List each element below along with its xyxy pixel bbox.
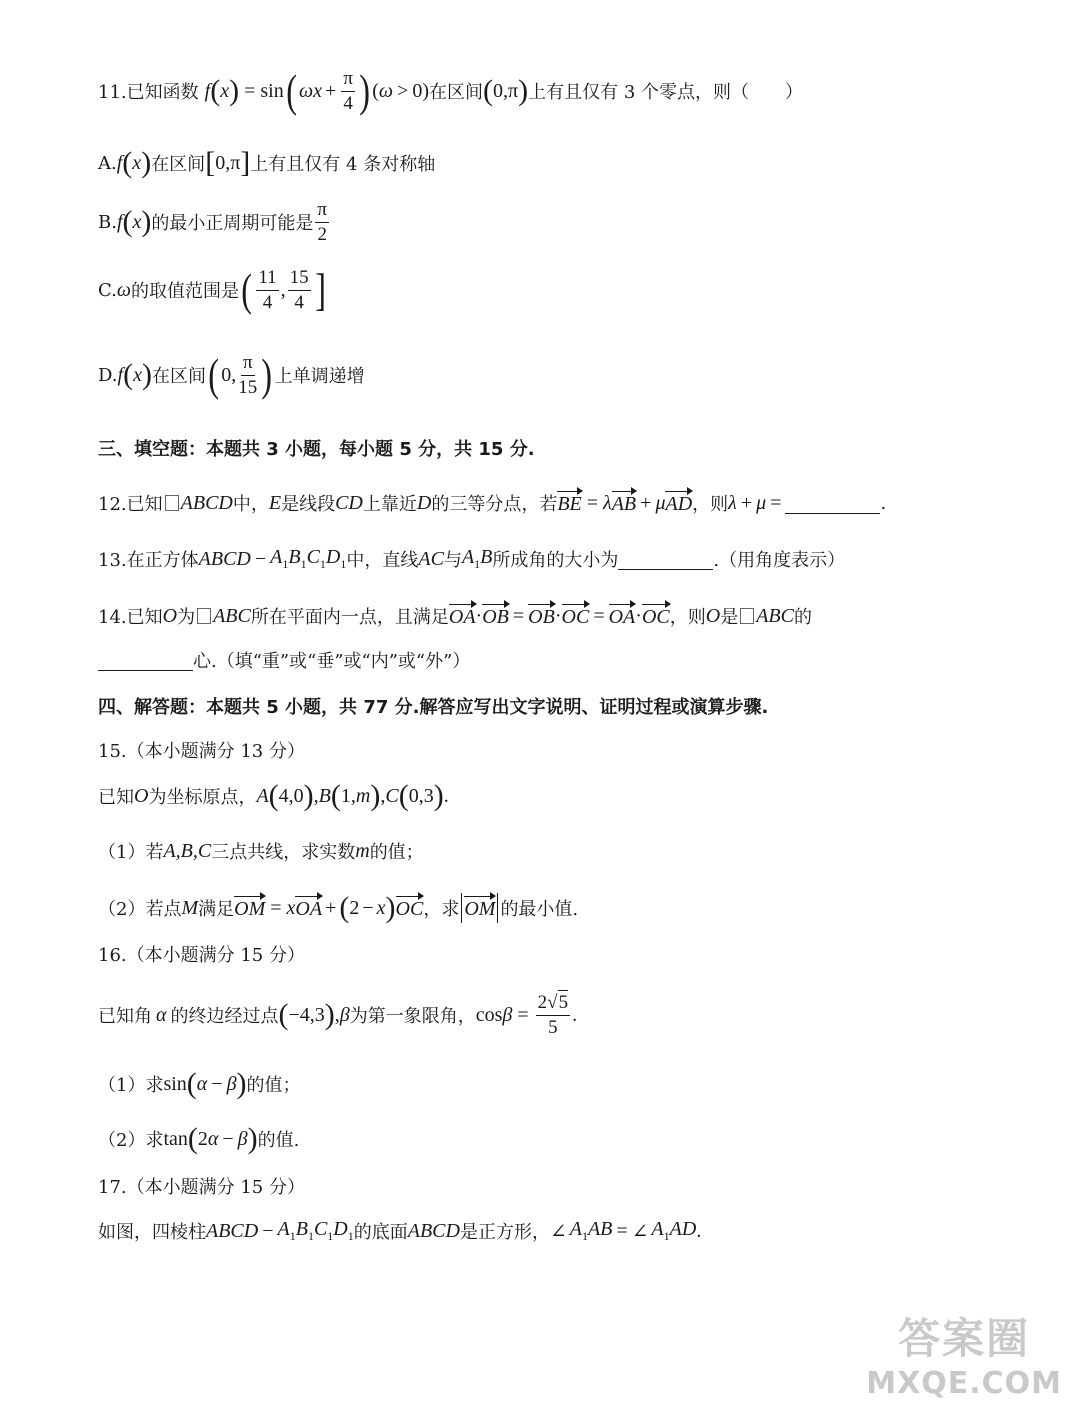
section3-heading: 三、填空题：本题共 3 小题，每小题 5 分，共 15 分.: [98, 439, 535, 460]
triangle-icon-2: [740, 608, 754, 624]
q13-answer-blank[interactable]: [618, 549, 713, 570]
q11-option-d: D. f ( x ) 在区间 ( 0, $\frac{\pi}{15}$ ) 上单调递增: [98, 349, 365, 400]
q16-stem: 已知角 α 的终边经过点 ( −4,3 ) , β 为第一象限角， cos β = $\frac{2√5}{5}$ .: [98, 992, 578, 1038]
section4-heading: 四、解答题：本题共 5 小题，共 77 分.解答应写出文字说明、证明过程或演算步骤.: [98, 697, 769, 718]
pi-over-2: $\frac{\pi}{2}$: [317, 198, 327, 245]
q12-answer-blank[interactable]: [785, 493, 880, 514]
option-c-label: C.: [98, 279, 117, 301]
q11-option-c: C. ω 的取值范围是 ( $\frac{11}{4}$ , $\frac{15}{4}$ ]: [98, 264, 326, 315]
watermark-title: 答案圈: [898, 1314, 1031, 1363]
parallelogram-icon: [165, 495, 179, 511]
watermark-url: MXQE.COM: [866, 1366, 1062, 1401]
option-d-label: D.: [98, 364, 118, 386]
watermark-logo: [866, 1306, 1062, 1401]
q16-part1: （1）求 sin ( α − β ) 的值；: [98, 1067, 301, 1100]
q15-part1: （1）若 A,B,C 三点共线，求实数 m 的值；: [98, 839, 424, 863]
q15-title: 15.（本小题满分 13 分）: [98, 741, 305, 762]
q15-stem: 已知 O 为坐标原点， A ( 4,0 ) , B ( 1, m ) , C ( 0,3 ) .: [98, 779, 449, 812]
option-a-label: A.: [98, 152, 117, 174]
q11-middle: 在区间: [429, 82, 483, 103]
triangle-icon: [197, 608, 211, 624]
q14-line1: 14.已知 O 为 ABC 所在平面内一点，且满足 OA · OB = OB · OC = OA · OC ，则 O 是 ABC 的: [98, 604, 812, 628]
q16-title: 16.（本小题满分 15 分）: [98, 945, 305, 966]
q17-title: 17.（本小题满分 15 分）: [98, 1177, 305, 1198]
q11-option-a: A. f ( x ) 在区间 [ 0,π ] 上有且仅有 4 条对称轴: [98, 146, 436, 179]
q11-option-b: B. f ( x ) 的最小正周期可能是 $\frac{\pi}{2}$: [98, 198, 327, 245]
q12: 12.已知 ABCD 中， E 是线段 CD 上靠近 D 的三等分点，若 BE = λ AB + μ AD ，则 λ + μ = .: [98, 491, 887, 515]
q11-suffix: 上有且仅有 3 个零点，则（ ）: [528, 82, 804, 103]
pi-over-4: $\frac{\pi}{4}$: [343, 67, 353, 114]
q15-part2: （2）若点 M 满足 OM = x OA + ( 2 − x ) OC ，求 OM 的最小值.: [98, 891, 579, 924]
q14-line2: 心.（填“重”或“垂”或“内”或“外”）: [98, 645, 470, 675]
q16-part2: （2）求 tan ( 2 α − β ) 的值.: [98, 1122, 300, 1155]
q11-prefix: 11.已知函数: [98, 82, 199, 103]
q13: 13.在正方体 ABCD − $A_1B_1C_1D_1$ 中，直线 AC 与 $A_1B$ 所成角的大小为 .（用角度表示）: [98, 546, 846, 571]
q11-stem: 11.已知函数 f ( x ) = sin ( ωx + $\frac{\pi}{4}$ ) ( ω > 0) 在区间 ( 0,π ) 上有且仅有 3 个零点，则（ ）: [98, 65, 804, 116]
two-root5-over-5: $\frac{2√5}{5}$: [537, 992, 569, 1038]
q17-stem: 如图，四棱柱 ABCD − $A_1B_1C_1D_1$ 的底面 ABCD 是正方形， ∠ $A_1AB$ = ∠ $A_1AD$ .: [98, 1218, 702, 1243]
option-b-label: B.: [98, 211, 117, 233]
q14-answer-blank[interactable]: [98, 650, 193, 671]
